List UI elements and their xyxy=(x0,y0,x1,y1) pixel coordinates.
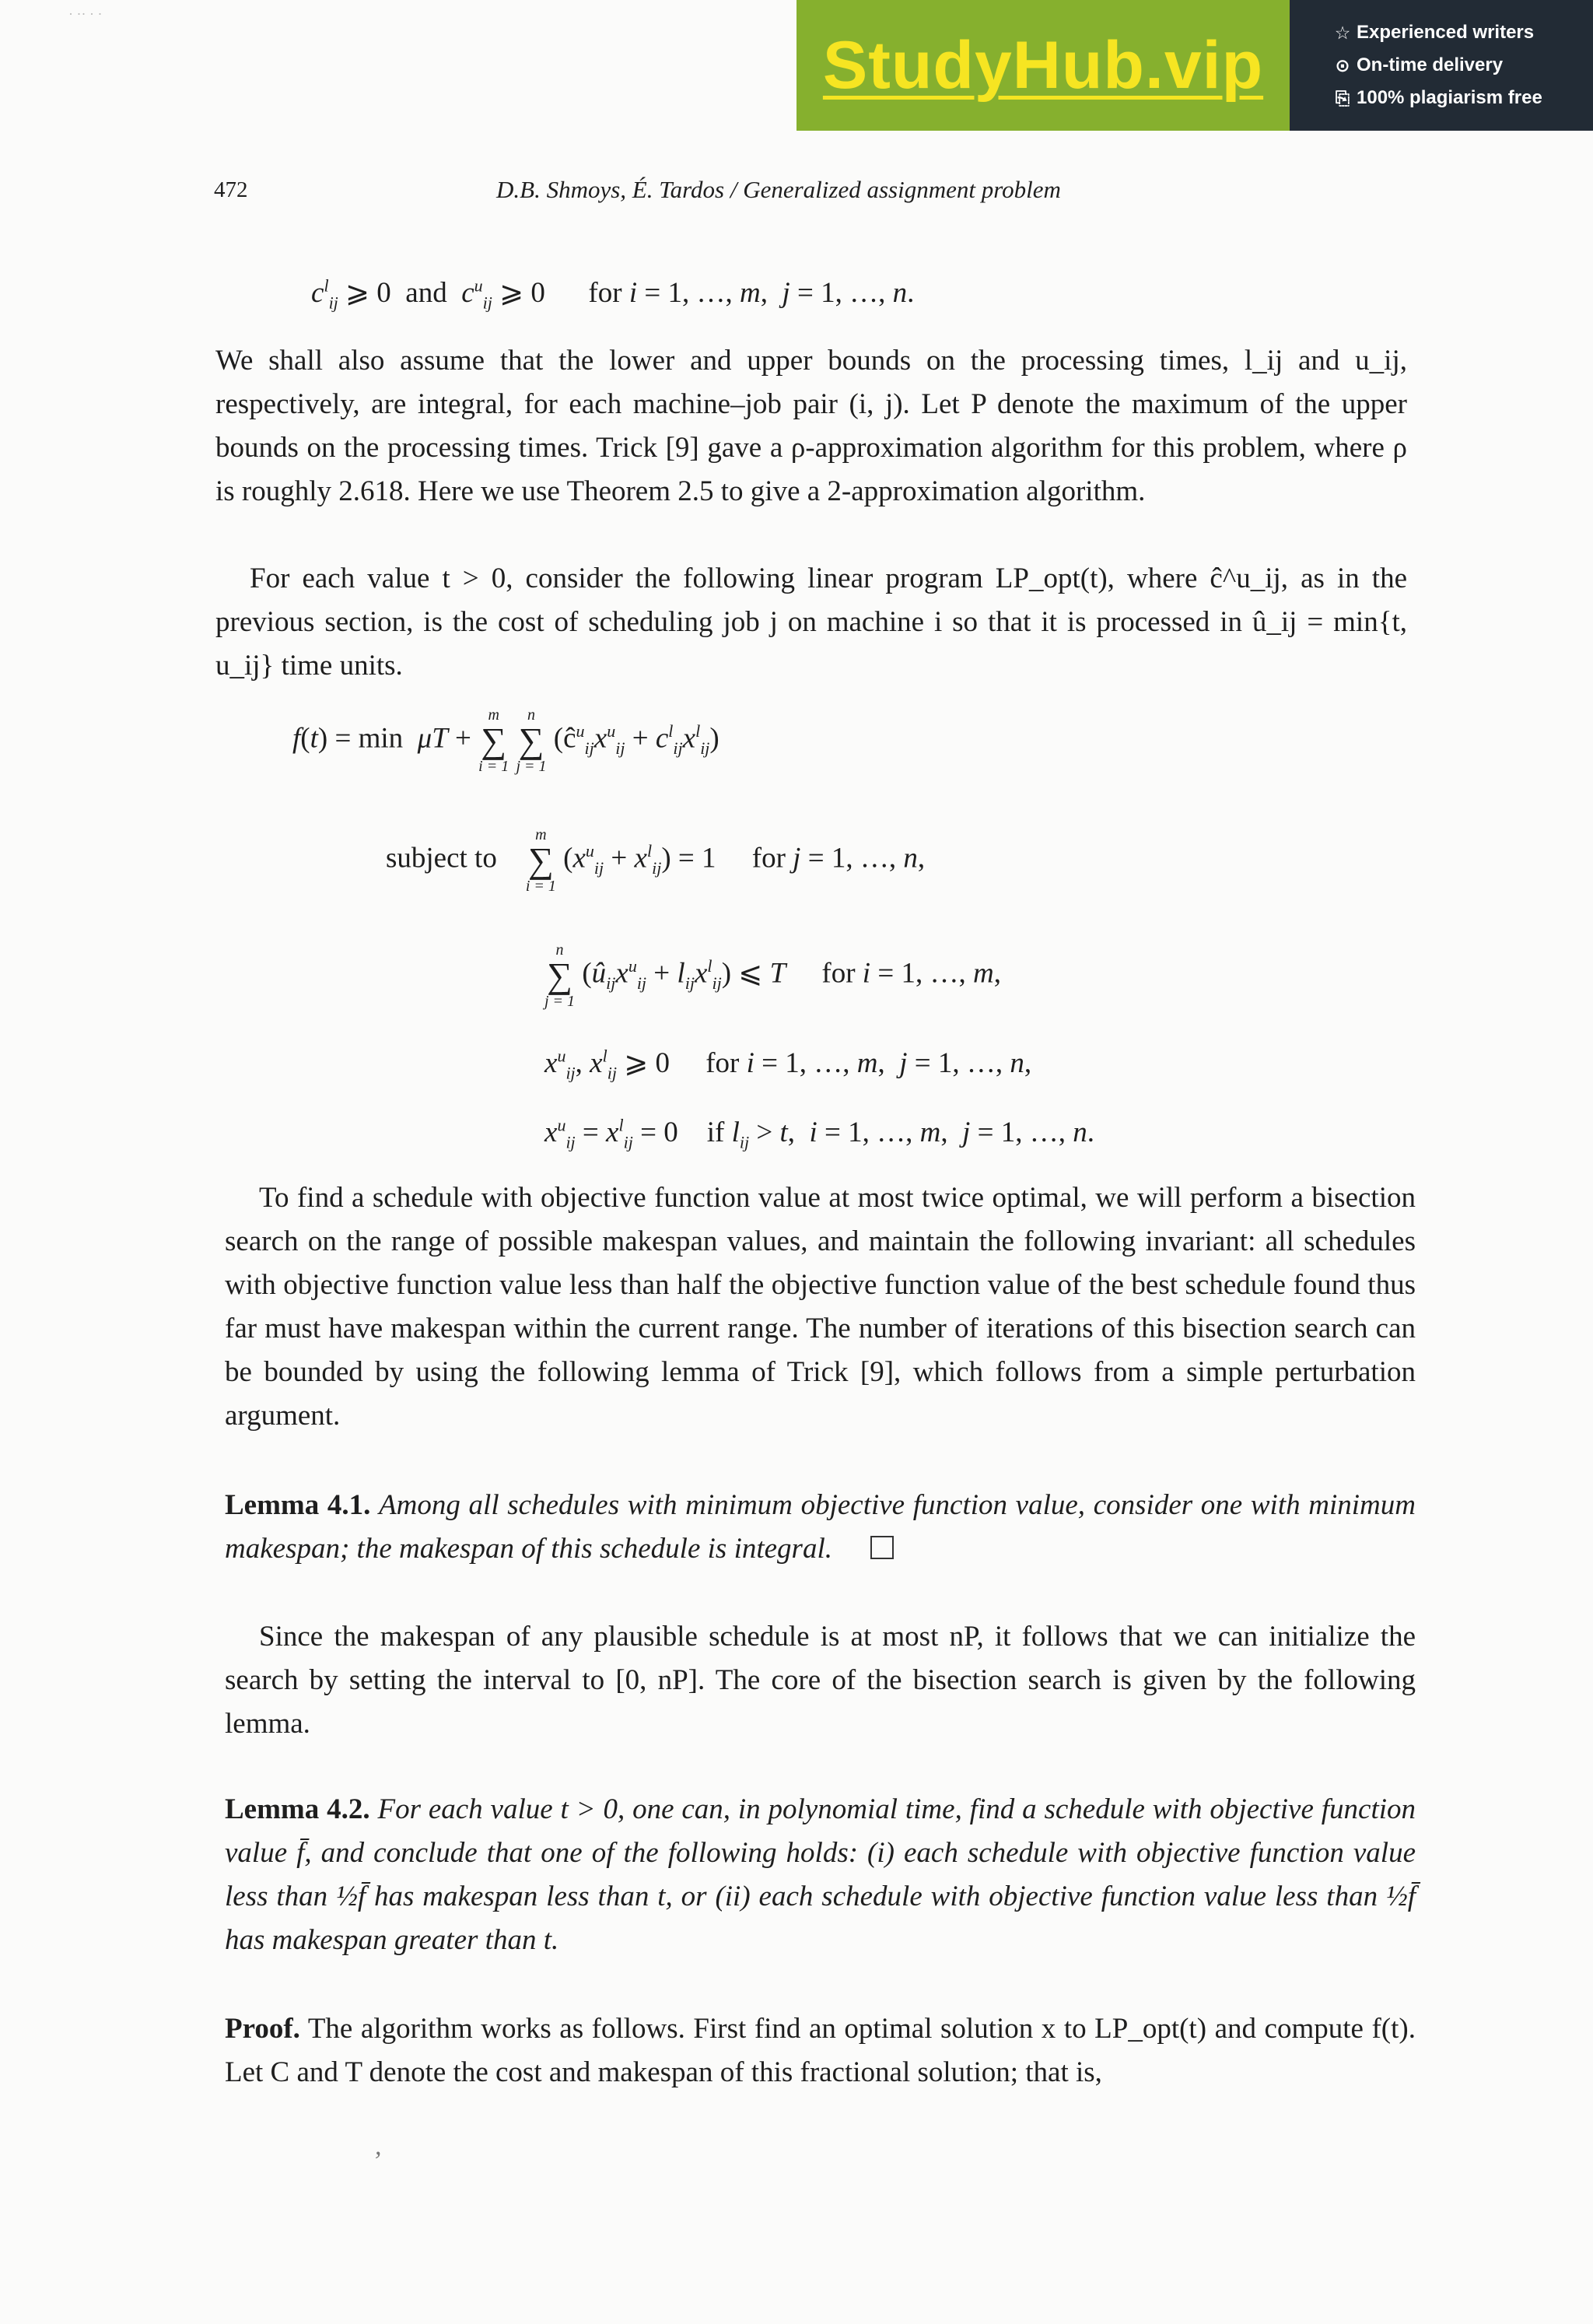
paragraph xyxy=(215,339,1407,514)
lemma-text: For each value t > 0, one can, in polynomial time, find a schedule with objective function value f̄, and conclude that one of the following holds: (i) each schedule with objective function value less than ½f̄ has makespan less than t, or (ii) each schedule with objective function value less than ½f̄ has makespan greater than t. xyxy=(225,1793,1416,1956)
constraint-zero: $x^u_{ij} = x^l_{ij} = 0$ if $l_{ij} > t$, i = 1, …, m, j = 1, …, n. xyxy=(544,1115,1095,1152)
scan-artifact: , xyxy=(375,2132,382,2161)
feature-item xyxy=(1333,22,1593,44)
feature-item xyxy=(1333,54,1593,76)
constraint-makespan: n ∑ j = 1 $(û_{ij}x^u_{ij} + l_{ij}x^l_{ij})$ ⩽ T for i = 1, …, m, xyxy=(544,941,1001,1010)
lemma-label: Lemma 4.2. xyxy=(225,1793,370,1825)
sum-symbol: n ∑ j = 1 xyxy=(516,706,547,775)
constraint-nonnegativity: $x^u_{ij}$, $x^l_{ij}$ ⩾ 0 for i = 1, …, m, j = 1, …, n, xyxy=(544,1046,1032,1083)
paragraph-4: Since the makespan of any plausible schedule is at most nP, it follows that we can initialize the search by setting the interval to [0, nP]. The core of the bisection search is given by the following lemma. xyxy=(225,1621,1416,1740)
feature-list xyxy=(1290,0,1593,131)
lemma-label: Lemma 4.1. xyxy=(225,1489,371,1521)
star-icon: ☆ xyxy=(1334,22,1351,43)
paragraph xyxy=(225,1176,1416,1438)
studyhub-banner[interactable] xyxy=(796,0,1593,131)
proof-text: The algorithm works as follows. First find an optimal solution x to LP_opt(t) and compute f(t). Let C and T denote the cost and makespan of this fractional solution; that is, xyxy=(225,2013,1416,2088)
feature-label: Experienced writers xyxy=(1357,22,1535,43)
proof xyxy=(225,2007,1416,2094)
paragraph-2: For each value t > 0, consider the following linear program LP_opt(t), where ĉ^u_ij, as in the previous section, is the cost of scheduling job j on machine i so that it is processed in û_ij = min{t, u_ij} time units. xyxy=(215,563,1407,682)
objective-function: f(t) = min μT + m ∑ i = 1 n ∑ j = 1 $(ĉ^u_{ij}x^u_{ij} + c^l_{ij}x^l_{ij})$ xyxy=(292,706,719,775)
feature-label: 100% plagiarism free xyxy=(1357,87,1542,108)
paragraph-3: To find a schedule with objective function value at most twice optimal, we will perform a bisection search on the range of possible makespan values, and maintain the following invariant: all schedules with objective function value less than half the objective function value of the best schedule found thus far must have makespan within the current range. The number of iterations of this bisection search can be bounded by using the following lemma of Trick [9], which follows from a simple perturbation argument. xyxy=(225,1182,1416,1432)
qed-box-icon xyxy=(870,1536,894,1559)
sum-symbol: n ∑ j = 1 xyxy=(544,941,576,1010)
proof-label: Proof. xyxy=(225,2013,300,2045)
feature-item xyxy=(1333,87,1593,109)
lemma-text: Among all schedules with minimum objective function value, consider one with minimum makespan; the makespan of this schedule is integral. xyxy=(225,1489,1416,1565)
sum-symbol: m ∑ i = 1 xyxy=(478,706,509,775)
cost-nonnegativity-constraint: $c^l_{ij}$ ⩾ 0 and $c^u_{ij}$ ⩾ 0 for i = 1, …, m, j = 1, …, n. xyxy=(311,275,915,313)
paragraph xyxy=(215,557,1407,688)
feature-label: On-time delivery xyxy=(1357,54,1504,75)
clock-icon: ⊙ xyxy=(1335,54,1350,75)
brand-logo[interactable] xyxy=(796,0,1290,131)
document-icon: ⎘ xyxy=(1335,87,1350,108)
page-number: 472 xyxy=(214,177,248,202)
lemma-4-2 xyxy=(225,1788,1416,1962)
brand-name[interactable]: StudyHub.vip xyxy=(822,27,1264,103)
scan-artifact: · ·· · · xyxy=(68,6,103,22)
constraint-assignment: subject to m ∑ i = 1 $(x^u_{ij} + x^l_{ij}) = 1$ for j = 1, …, n, xyxy=(386,826,926,895)
paragraph xyxy=(225,1615,1416,1746)
paragraph-1: We shall also assume that the lower and upper bounds on the processing times, l_ij and u_ij, respectively, are integral, for each machine–job pair (i, j). Let P denote the maximum of the upper bounds on the processing times. Trick [9] gave a ρ-approximation algorithm for this problem, where ρ is roughly 2.618. Here we use Theorem 2.5 to give a 2-approximation algorithm. xyxy=(215,345,1407,507)
running-head: D.B. Shmoys, É. Tardos / Generalized assignment problem xyxy=(496,176,1061,203)
lemma-4-1 xyxy=(225,1484,1416,1571)
sum-symbol: m ∑ i = 1 xyxy=(525,826,556,895)
